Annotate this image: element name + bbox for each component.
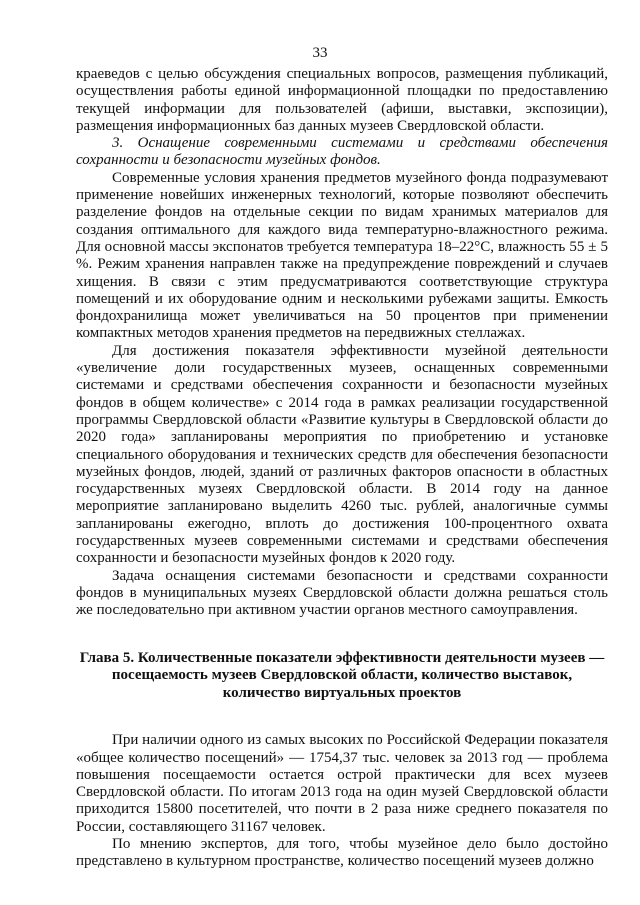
chapter-heading: Глава 5. Количественные показатели эффективности деятельности музеев — посещаемость музеев Свердловской области, количество выставок, количество виртуальных проектов: [79, 649, 605, 701]
paragraph-storage-conditions: Современные условия хранения предметов музейного фонда подразумевают применение новейших инженерных технологий, которые позволяют обеспечить разделение фондов на отдельные секции по видам хранимых материалов для создания оптимального для каждого вида температурно-влажностного режима. Для основной массы экспонатов требуется температура 18–22°C, влажность 55 ± 5 %. Режим хранения направлен также на предупреждение повреждений и случаев хищения. В связи с этим предусматриваются соответствующие структура помещений и их оборудование одним и несколькими рубежами защиты. Емкость фондохранилища может увеличиваться на 50 процентов при применении компактных методов хранения предметов на передвижных стеллажах.: [76, 169, 608, 342]
document-body: [76, 66, 608, 871]
section-heading-equipment: 3. Оснащение современными системами и средствами обеспечения сохранности и безопасности музейных фондов.: [76, 135, 608, 169]
page-number: 33: [312, 45, 328, 61]
paragraph-municipal-museums: Задача оснащения системами безопасности и средствами сохранности фондов в муниципальных музеях Свердловской области должна решаться столь же последовательно при активном участии органов местного самоуправления.: [76, 567, 608, 619]
paragraph-experts-opinion: По мнению экспертов, для того, чтобы музейное дело было достойно представлено в культурном пространстве, количество посещений музеев должно: [76, 836, 608, 870]
paragraph-efficiency-indicator: Для достижения показателя эффективности музейной деятельности «увеличение доли государственных музеев, оснащенных современными системами и средствами обеспечения сохранности и безопасности музейных фондов в общем количестве» с 2014 года в рамках реализации государственной программы Свердловской области «Развитие культуры в Свердловской области до 2020 года» запланированы мероприятия по приобретению и установке специального оборудования и технических средств для обеспечения безопасности музейных фондов, людей, зданий от различных факторов опасности в областных государственных музеях Свердловской области. В 2014 году на данное мероприятие запланировано выделить 4260 тыс. рублей, аналогичные суммы запланированы ежегодно, вплоть до достижения 100-процентного охвата государственных музеев современными системами и средствами обеспечения сохранности и безопасности музейных фондов к 2020 году.: [76, 342, 608, 567]
paragraph-attendance: При наличии одного из самых высоких по Российской Федерации показателя «общее количество посещений» — 1754,37 тыс. человек за 2013 год — проблема повышения посещаемости остается острой практически для всех музеев Свердловской области. По итогам 2013 года на один музей Свердловской области приходится 15800 посетителей, что почти в 2 раза ниже среднего показателя по России, составляющего 31167 человек.: [76, 732, 608, 835]
paragraph-continuation: краеведов с целью обсуждения специальных вопросов, размещения публикаций, осуществления работы единой информационной площадки по предоставлению текущей информации для пользователей (афиши, выставки, экспозиции), размещения информационных баз данных музеев Свердловской области.: [76, 66, 608, 134]
